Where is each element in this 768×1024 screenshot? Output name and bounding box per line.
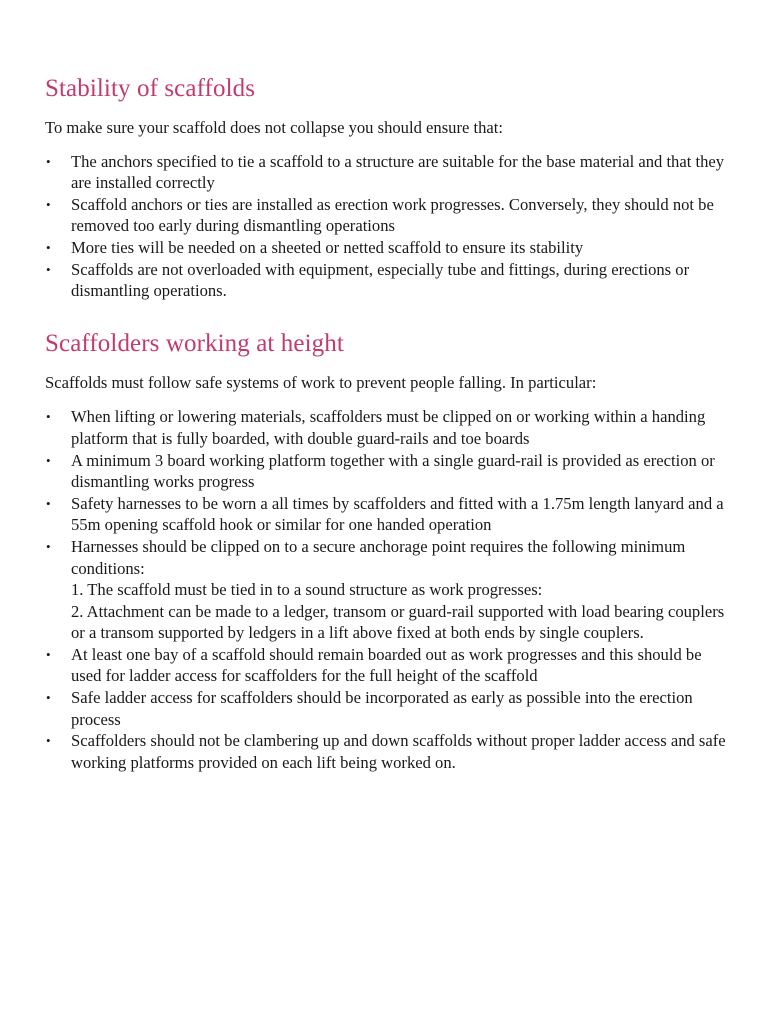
list-item-text: More ties will be needed on a sheeted or netted scaffold to ensure its stability [71,237,584,257]
list-item [45,406,735,449]
list-item [45,644,735,687]
bullet-icon: • [46,261,51,277]
list-item-text: When lifting or lowering materials, scaffolders must be clipped on or working within a handing platform that is fully boarded, with double guard-rails and toe boards [71,407,706,448]
bullet-list-working-at-height [45,406,735,773]
bullet-icon: • [46,733,51,749]
document-page [45,72,735,773]
list-item-text: Safety harnesses to be worn a all times by scaffolders and fitted with a 1.75m length lanyard and a 55m opening scaffold hook or similar for one handed operation [71,493,724,535]
list-item [45,450,735,493]
bullet-icon: • [46,153,51,169]
list-item-text: Scaffold anchors or ties are installed as erection work progresses. Conversely, they should not be removed too early during dismantling operations [71,194,714,236]
list-item-text: Scaffolds are not overloaded with equipment, especially tube and fittings, during erections or dismantling operations. [71,259,690,301]
bullet-icon: • [46,452,51,468]
bullet-icon: • [46,690,51,706]
section-intro-stability: To make sure your scaffold does not collapse you should ensure that: [45,118,503,137]
list-item [45,259,735,302]
bullet-list-stability [45,151,735,302]
section-heading-working-at-height: Scaffolders working at height [45,329,344,357]
sub-item-text: 2. Attachment can be made to a ledger, transom or guard-rail supported with load bearing couplers or a transom supported by ledgers in a lift above fixed at both ends by single couplers. [71,601,725,643]
list-item [45,493,735,536]
list-item [45,151,735,194]
list-item [45,730,735,773]
bullet-icon: • [46,409,51,425]
bullet-icon: • [46,538,51,554]
bullet-icon: • [46,196,51,212]
list-item-text: At least one bay of a scaffold should remain boarded out as work progresses and this should be used for ladder access for scaffolders for the full height of the scaffold [71,644,702,686]
list-item-text: Harnesses should be clipped on to a secure anchorage point requires the following minimum conditions: [71,536,686,578]
list-item [45,687,735,730]
list-item [45,237,735,259]
section-heading-stability: Stability of scaffolds [45,75,256,102]
list-item-text: The anchors specified to tie a scaffold to a structure are suitable for the base material and that they are installed correctly [71,151,725,193]
list-item-text: Scaffolders should not be clambering up and down scaffolds without proper ladder access and safe working platforms provided on each lift being worked on. [71,731,726,772]
list-item [45,194,735,237]
list-item [45,536,735,644]
bullet-icon: • [46,646,51,662]
sub-item-text: 1. The scaffold must be tied in to a sound structure as work progresses: [71,580,543,600]
list-item-text: A minimum 3 board working platform together with a single guard-rail is provided as erection or dismantling works progress [71,450,715,492]
bullet-icon: • [46,239,51,255]
bullet-icon: • [46,495,51,511]
list-item-text: Safe ladder access for scaffolders should be incorporated as early as possible into the erection process [71,688,693,729]
section-intro-working-at-height: Scaffolds must follow safe systems of work to prevent people falling. In particular: [45,372,597,392]
